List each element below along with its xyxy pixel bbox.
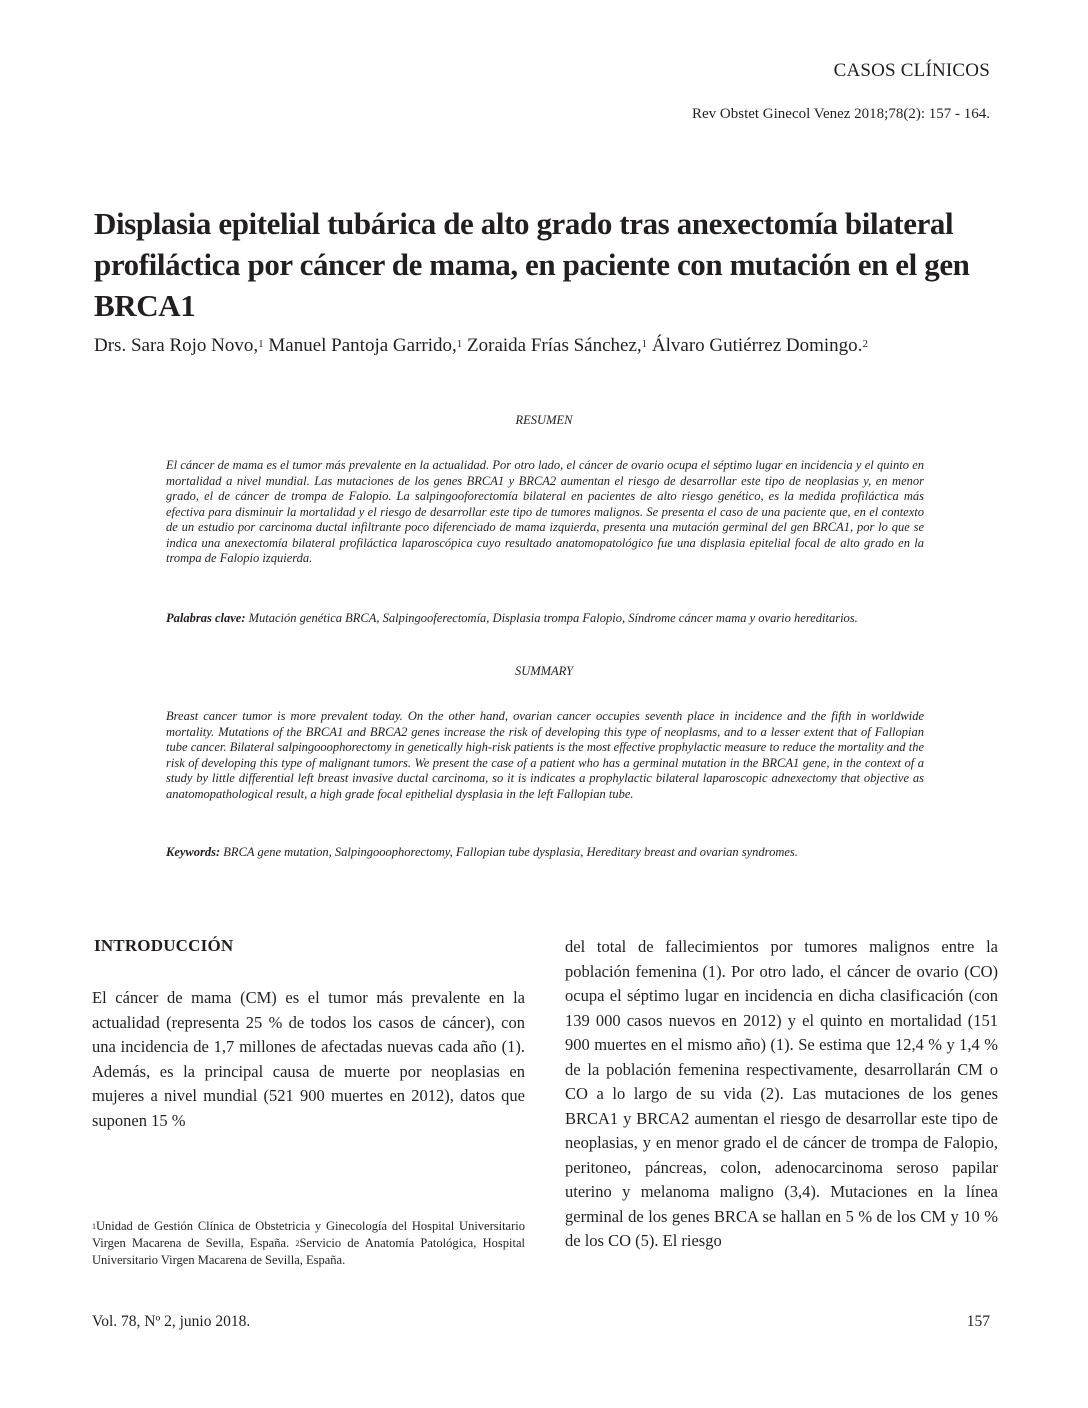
- keywords-text: Mutación genética BRCA, Salpingooferectomía, Displasia trompa Falopio, Síndrome cáncer mama y ovario hereditarios.: [248, 611, 858, 625]
- affiliation-mark: 1: [92, 1222, 96, 1231]
- resumen-heading: RESUMEN: [515, 413, 573, 427]
- keywords-label: Keywords:: [166, 845, 221, 859]
- affiliation-mark: 2: [295, 1239, 300, 1248]
- journal-citation: Rev Obstet Ginecol Venez 2018;78(2): 157 - 164.: [691, 106, 990, 122]
- intro-left-column: El cáncer de mama (CM) es el tumor más prevalente en la actualidad (representa 25 % de todos los casos de cáncer), con una incidencia de 1,7 millones de afectadas nuevas cada año (1). Además, es la principal causa de muerte por neoplasias en mujeres a nivel mundial (521 900 muertes en 2012), datos que suponen 15 %: [92, 988, 525, 1130]
- author-affiliation-mark: 2: [862, 338, 868, 350]
- resumen-body: El cáncer de mama es el tumor más prevalente en la actualidad. Por otro lado, el cáncer de ovario ocupa el séptimo lugar en incidencia y el quinto en mortalidad a nivel mundial. Las mutaciones de los genes BRCA1 y BRCA2 aumentan el riesgo de desarrollar este tipo de neoplasias y, en menor grado, el de cáncer de trompa de Falopio. La salpingooforectomía bilateral en pacientes de alto riesgo genético, es la medida profiláctica más efectiva para disminuir la mortalidad y el riesgo de desarrollar este tipo de tumores malignos. Se presenta el caso de una paciente que, en el contexto de un estudio por carcinoma ductal infiltrante poco diferenciado de mama izquierda, presenta una mutación germinal del gen BRCA1, por lo que se indica una anexectomía bilateral profiláctica laparoscópica cuyo resultado anatomopatológico fue una displasia epitelial focal de alto grado en la trompa de Falopio izquierda.: [166, 458, 924, 565]
- affiliation-text: Unidad de Gestión Clínica de Obstetricia y Ginecología del Hospital Universitario Virgen Macarena de Sevilla, España.: [92, 1219, 525, 1250]
- affiliations-footnote: [92, 1218, 525, 1269]
- section-label: CASOS CLÍNICOS: [833, 60, 990, 81]
- author-list: [94, 334, 868, 358]
- author-affiliation-mark: 1: [456, 338, 463, 350]
- author-name: Sara Rojo Novo,: [130, 335, 259, 356]
- author-name: Álvaro Gutiérrez Domingo.: [651, 335, 863, 356]
- author-prefix: Drs.: [94, 335, 127, 356]
- volume-info: Vol. 78, Nº 2, junio 2018.: [92, 1313, 251, 1330]
- author-affiliation-mark: 1: [641, 338, 648, 350]
- author-name: Zoraida Frías Sánchez,: [467, 335, 642, 356]
- keywords-text: BRCA gene mutation, Salpingooophorectomy, Fallopian tube dysplasia, Hereditary breast and ovarian syndromes.: [223, 845, 798, 859]
- author-name: Manuel Pantoja Garrido,: [268, 335, 457, 356]
- page-number: 157: [966, 1313, 990, 1330]
- summary-keywords: [166, 845, 924, 861]
- resumen-keywords: [166, 611, 924, 627]
- author-affiliation-mark: 1: [258, 338, 264, 350]
- intro-right-column: del total de fallecimientos por tumores malignos entre la población femenina (1). Por otro lado, el cáncer de ovario (CO) ocupa el séptimo lugar en incidencia en dicha clasificación (con 139 000 casos nuevos en 2012) y el quinto en mortalidad (151 900 muertes en el mismo año) (1). Se estima que 12,4 % y 1,4 % de la población femenina respectivamente, desarrollarán CM o CO a lo largo de su vida (2). Las mutaciones de los genes BRCA1 y BRCA2 aumentan el riesgo de desarrollar este tipo de neoplasias, y en menor grado el de cáncer de trompa de Falopio, peritoneo, páncreas, colon, adenocarcinoma seroso papilar uterino y melanoma maligno (3,4). Mutaciones en la línea germinal de los genes BRCA se hallan en 5 % de los CM y 10 % de los CO (5). El riesgo: [565, 937, 998, 1250]
- keywords-label: Palabras clave:: [166, 611, 246, 625]
- introduction-heading: INTRODUCCIÓN: [94, 936, 234, 955]
- affiliation-text: Servicio de Anatomía Patológica, Hospital Universitario Virgen Macarena de Sevilla, España.: [92, 1236, 525, 1267]
- article-title: Displasia epitelial tubárica de alto grado tras anexectomía bilateral profiláctica por cáncer de mama, en paciente con mutación en el gen BRCA1: [94, 206, 970, 323]
- summary-heading: SUMMARY: [514, 664, 574, 678]
- summary-body: Breast cancer tumor is more prevalent today. On the other hand, ovarian cancer occupies seventh place in incidence and the fifth in worldwide mortality. Mutations of the BRCA1 and BRCA2 genes increase the risk of developing this type of neoplasms, and to a lesser extent that of Fallopian tube cancer. Bilateral salpingooophorectomy in genetically high-risk patients is the most effective prophylactic measure to reduce the mortality and the risk of developing this type of malignant tumors. We present the case of a patient who has a germinal mutation in the BRCA1 gene, in the context of a study by little differential left breast invasive ductal carcinoma, so it is indicates a prophylactic bilateral laparoscopic adnexectomy that objective as anatomopathological result, a high grade focal epithelial dysplasia in the left Fallopian tube.: [166, 709, 924, 801]
